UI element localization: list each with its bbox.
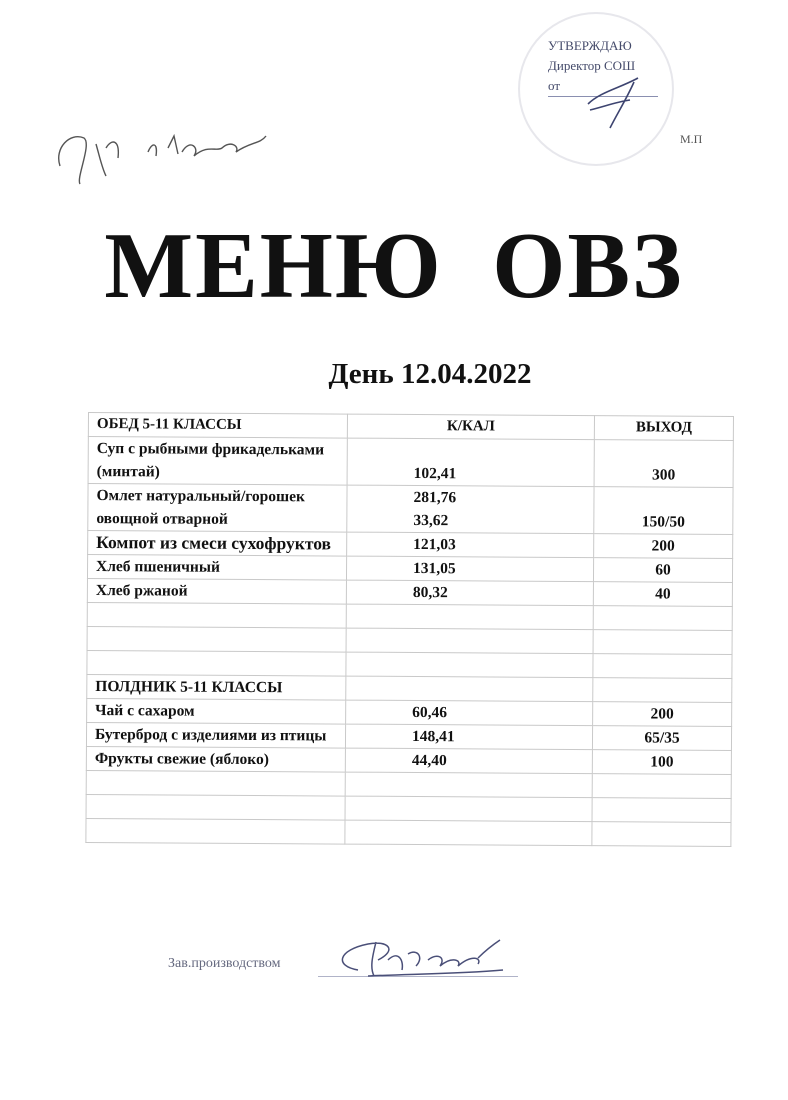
header-kcal: К/КАЛ (347, 414, 594, 440)
menu-table (85, 412, 734, 847)
dish-kcal: 60,46 (346, 700, 593, 726)
dish-name: Омлет натуральный/горошек овощной отварной (88, 484, 347, 533)
table-row (86, 746, 731, 774)
dish-kcal (347, 485, 594, 534)
dish-output: 200 (593, 702, 732, 727)
dish-name: Хлеб ржаной (87, 578, 346, 604)
table-row (87, 698, 732, 726)
dish-name: Чай с сахаром (87, 698, 346, 724)
dish-kcal: 148,41 (345, 724, 592, 750)
dish-kcal: 102,41 (347, 438, 594, 487)
dish-output: 65/35 (592, 726, 731, 751)
table-row (86, 722, 731, 750)
header-lunch: ОБЕД 5-11 КЛАССЫ (88, 413, 347, 439)
snack-header-row (87, 674, 732, 702)
table-row (88, 437, 733, 488)
dish-kcal: 80,32 (346, 580, 593, 606)
production-head-signature (328, 930, 508, 990)
dish-name: Компот из смеси сухофруктов (88, 531, 347, 557)
dish-kcal: 121,03 (347, 532, 594, 558)
handwritten-signature (40, 118, 280, 198)
header-snack: ПОЛДНИК 5-11 КЛАССЫ (87, 674, 346, 700)
dish-output: 300 (594, 440, 733, 488)
table-row (87, 555, 732, 583)
empty-row (86, 818, 731, 846)
dish-kcal-main: 281,76 (413, 488, 457, 507)
page-title: МЕНЮ ОВЗ (104, 214, 684, 318)
dish-output: 100 (592, 750, 731, 775)
table-header-row (88, 413, 733, 441)
approval-position: Директор СОШ (548, 58, 636, 73)
table-row (88, 484, 733, 535)
dish-kcal-side: 33,62 (413, 511, 449, 530)
dish-name: Хлеб пшеничный (87, 555, 346, 581)
approval-title: УТВЕРЖДАЮ (548, 38, 632, 53)
dish-kcal: 131,05 (346, 556, 593, 582)
dish-output: 150/50 (594, 487, 733, 535)
dish-name: Бутерброд с изделиями из птицы (86, 722, 345, 748)
dish-kcal: 44,40 (345, 748, 592, 774)
approval-date: от (548, 76, 658, 97)
header-output: ВЫХОД (594, 416, 733, 441)
dish-name: Суп с рыбными фрикадельками (минтай) (88, 437, 347, 486)
dish-output: 40 (593, 582, 732, 607)
seal-label: М.П (680, 132, 703, 146)
menu-date: День 12.04.2022 (328, 358, 532, 390)
director-signature (580, 70, 650, 130)
dish-output: 60 (593, 558, 732, 583)
table-row (87, 578, 732, 606)
table-row (88, 531, 733, 559)
dish-name: Фрукты свежие (яблоко) (86, 746, 345, 772)
footer-label: Зав.производством (168, 956, 281, 971)
dish-output: 200 (594, 534, 733, 559)
